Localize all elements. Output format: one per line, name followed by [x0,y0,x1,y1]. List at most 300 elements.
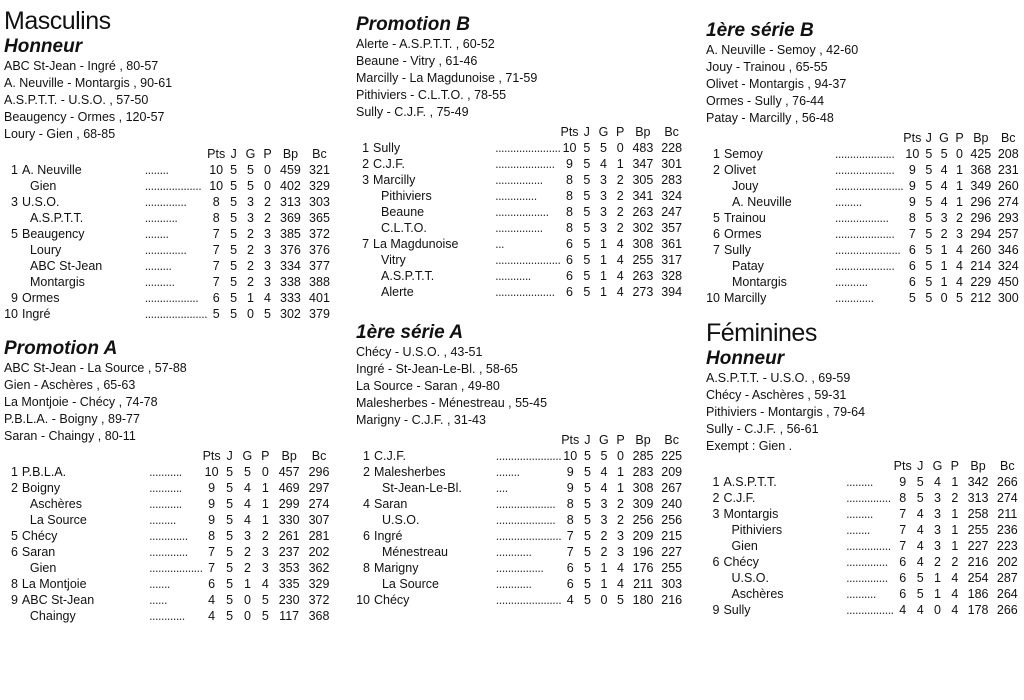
j-cell: 5 [916,587,924,601]
rank-cell [4,496,22,512]
j-cell: 5 [583,529,591,543]
p-cell: 1 [951,475,959,489]
bp-cell: 335 [278,577,300,591]
team-name-cell: C.J.F. [373,157,405,171]
match-result: Saran - Chaingy , 80-11 [4,429,136,443]
bp-cell: 333 [280,291,301,305]
g-cell: 3 [599,173,607,187]
column-header-j: J [917,459,924,473]
bc-cell: 362 [308,561,330,575]
table-row [356,188,686,204]
table-row [4,242,334,258]
team-name-cell: Chécy [373,593,410,607]
column-header-g: G [599,433,609,447]
rank-cell: 1 [363,449,370,463]
rank-cell: 1 [712,475,720,489]
dot-leader: ........ [144,227,169,241]
rank-cell [4,242,22,258]
table-row [4,226,334,242]
rank-cell: 8 [10,577,18,591]
table-row [4,480,334,496]
team-name-cell: Beaugency [21,227,85,241]
table-row [706,274,1022,290]
team-name-cell: Marcilly [723,291,767,305]
match-result: A.S.P.T.T. - U.S.O. , 69-59 [706,371,851,385]
p-cell: 2 [951,491,959,505]
header-spacer [706,131,724,146]
rank-cell [706,274,724,290]
bc-cell: 274 [997,195,1019,209]
bp-cell: 186 [967,587,989,601]
match-result: Alerte - A.S.P.T.T. , 60-52 [356,37,495,51]
j-cell: 5 [226,577,234,591]
bc-cell: 388 [309,275,330,289]
bc-cell: 274 [308,497,330,511]
standings-table [356,433,686,608]
dot-leader: .................. [495,205,549,219]
bc-cell: 329 [308,577,330,591]
j-cell: 5 [226,465,234,479]
pts-cell: 4 [566,593,574,607]
dot-leader: .................... [495,157,555,171]
g-cell: 2 [600,529,608,543]
bp-cell: 212 [970,291,992,305]
pts-cell: 9 [908,179,916,193]
rank-cell: 6 [712,555,720,569]
bc-cell: 379 [309,307,330,321]
p-cell: 1 [617,481,624,495]
team-name-cell: U.S.O. [21,195,60,209]
j-cell: 5 [583,269,591,283]
j-cell: 5 [583,141,591,155]
g-cell: 2 [600,545,608,559]
rank-cell: 1 [11,163,18,177]
rank-cell [356,576,374,592]
pts-cell: 9 [566,481,574,495]
column-header-bp: Bp [970,459,986,473]
match-result: Marcilly - La Magdunoise , 71-59 [356,71,538,85]
table-row [706,506,1022,522]
bc-cell: 236 [996,523,1018,537]
dot-leader: .................. [834,211,889,225]
rank-cell: 1 [10,465,18,479]
match-result: ABC St-Jean - La Source , 57-88 [4,361,187,375]
table-row [706,554,1022,570]
bp-cell: 402 [280,179,301,193]
rank-cell [706,258,724,274]
bc-cell: 357 [661,221,683,235]
dot-leader: .............. [846,571,888,585]
bc-cell: 223 [996,539,1018,553]
column-header-bp: Bp [281,449,297,463]
division-title-honneur-feminines: Honneur [706,348,785,369]
j-cell: 5 [583,205,591,219]
g-cell: 3 [934,507,941,521]
standings-header-row [356,125,686,140]
column-masculins [4,0,334,624]
pts-cell: 9 [208,513,216,527]
bp-cell: 334 [280,259,301,273]
j-cell: 4 [916,555,924,569]
dot-leader: ...................... [834,243,901,257]
match-result: Ingré - St-Jean-Le-Bl. , 58-65 [356,362,518,376]
rank-cell [356,188,373,204]
bp-cell: 305 [632,173,654,187]
bp-cell: 256 [632,513,654,527]
team-name-cell: Gien [29,561,57,575]
g-cell: 1 [940,259,948,273]
pts-cell: 8 [566,513,574,527]
bp-cell: 296 [970,211,992,225]
team-name-cell: La Magdunoise [373,237,459,251]
bc-cell: 450 [997,275,1019,289]
match-result: Loury - Gien , 68-85 [4,127,116,141]
p-cell: 3 [264,275,271,289]
j-cell: 4 [916,523,924,537]
bp-cell: 338 [280,275,301,289]
g-cell: 3 [600,497,608,511]
table-row [4,258,334,274]
team-name-cell: P.B.L.A. [21,465,67,479]
table-row [4,306,334,322]
results-list [706,370,1022,455]
j-cell: 5 [230,307,238,321]
pts-cell: 9 [566,157,573,171]
j-cell: 5 [230,179,238,193]
rank-cell: 7 [713,243,720,257]
division-title-promotion-b: Promotion B [356,14,470,35]
j-cell: 5 [583,189,591,203]
j-cell: 5 [226,609,234,623]
g-cell: 5 [243,465,251,479]
table-row [4,592,334,608]
bc-cell: 317 [661,253,683,267]
p-cell: 1 [951,507,959,521]
header-spacer [835,131,903,146]
bp-cell: 425 [970,147,992,161]
bc-cell: 372 [309,227,330,241]
g-cell: 3 [243,529,251,543]
bp-cell: 230 [278,593,300,607]
column-header-p: P [950,459,959,473]
j-cell: 5 [925,291,933,305]
table-row [706,162,1022,178]
column-header-bc: Bc [1000,459,1015,473]
column-header-p: P [955,131,964,145]
table-row [356,172,686,188]
p-cell: 3 [261,561,269,575]
j-cell: 5 [925,195,933,209]
table-row [4,464,334,480]
g-cell: 5 [247,163,254,177]
team-name-cell: Loury [29,243,62,257]
column-header-pts: Pts [202,449,221,463]
pts-cell: 5 [212,307,220,321]
j-cell: 5 [925,227,933,241]
column-header-j: J [226,449,233,463]
team-name-cell: A.S.P.T.T. [29,211,84,225]
j-cell: 5 [230,163,238,177]
column-header-pts: Pts [903,131,922,145]
column-header-pts: Pts [561,433,580,447]
j-cell: 5 [583,561,591,575]
pts-cell: 7 [208,545,216,559]
team-name-cell: Saran [373,497,408,511]
team-name-cell: Malesherbes [373,465,446,479]
team-name-cell: Trainou [723,211,766,225]
dot-leader: ...... [149,593,167,607]
bp-cell: 308 [632,481,654,495]
bc-cell: 297 [308,481,330,495]
bp-cell: 459 [280,163,301,177]
dot-leader: ............. [834,291,874,305]
p-cell: 5 [956,291,963,305]
dot-leader: ............. [149,545,188,559]
bp-cell: 309 [632,497,654,511]
pts-cell: 10 [563,449,578,463]
p-cell: 1 [261,497,269,511]
p-cell: 0 [617,449,624,463]
column-header-bc: Bc [311,449,327,463]
g-cell: 0 [247,307,254,321]
column-header-g: G [939,131,949,145]
pts-cell: 7 [212,227,220,241]
p-cell: 2 [261,529,269,543]
rank-cell: 10 [356,593,370,607]
bp-cell: 254 [967,571,989,585]
bp-cell: 376 [280,243,301,257]
pts-cell: 7 [899,539,907,553]
bp-cell: 313 [967,491,989,505]
p-cell: 5 [261,609,269,623]
j-cell: 5 [583,253,591,267]
pts-cell: 7 [566,529,574,543]
pts-cell: 7 [908,227,916,241]
bc-cell: 324 [661,189,683,203]
rank-cell [706,522,723,538]
team-name-cell: C.J.F. [373,449,406,463]
pts-cell: 9 [908,163,916,177]
dot-leader: ..................... [144,307,208,321]
bc-cell: 266 [996,603,1018,617]
dot-leader: ........... [149,481,182,495]
rank-cell [356,480,374,496]
g-cell: 4 [243,497,251,511]
table-row [4,576,334,592]
team-name-cell: Olivet [723,163,756,177]
header-spacer [149,449,203,464]
standings-table [706,459,1022,618]
bc-cell: 225 [661,449,683,463]
bc-cell: 215 [661,529,683,543]
pts-cell: 7 [208,561,216,575]
bp-cell: 263 [632,205,654,219]
bp-cell: 457 [278,465,300,479]
standings-table [356,125,686,300]
bc-cell: 256 [661,513,683,527]
g-cell: 3 [934,539,941,553]
p-cell: 1 [261,481,269,495]
bp-cell: 369 [280,211,301,225]
division-title-promotion-a: Promotion A [4,338,118,359]
pts-cell: 9 [208,481,216,495]
p-cell: 2 [616,173,624,187]
g-cell: 2 [247,275,254,289]
dot-leader: .......... [144,275,175,289]
table-row [706,602,1022,618]
p-cell: 2 [616,221,624,235]
match-result: A. Neuville - Montargis , 90-61 [4,76,173,90]
table-row [356,156,686,172]
team-name-cell: A. Neuville [21,163,82,177]
table-row [706,226,1022,242]
table-row [706,242,1022,258]
team-name-cell: Ormes [723,227,762,241]
bc-cell: 281 [308,529,330,543]
p-cell: 2 [617,497,624,511]
bc-cell: 228 [661,141,683,155]
results-list [356,36,686,121]
rank-cell: 5 [10,529,18,543]
match-result: Exempt : Gien . [706,439,793,453]
table-row [4,274,334,290]
p-cell: 1 [956,195,963,209]
bc-cell: 300 [997,291,1019,305]
p-cell: 1 [956,179,963,193]
team-name-cell: Montargis [29,275,85,289]
table-row [706,490,1022,506]
pts-cell: 10 [209,163,224,177]
rank-cell [706,178,724,194]
g-cell: 3 [599,221,607,235]
j-cell: 5 [226,513,234,527]
rank-cell: 9 [11,291,18,305]
g-cell: 2 [247,243,254,257]
bp-cell: 302 [280,307,301,321]
team-name-cell: ABC St-Jean [29,259,103,273]
j-cell: 5 [226,497,234,511]
standings-header-row [4,449,334,464]
team-name-cell: U.S.O. [731,571,769,585]
bc-cell: 209 [661,465,683,479]
pts-cell: 6 [212,291,220,305]
g-cell: 4 [243,513,251,527]
bc-cell: 303 [661,577,683,591]
team-name-cell: Beaune [381,205,425,219]
pts-cell: 7 [566,545,574,559]
dot-leader: .................. [149,561,203,575]
g-cell: 5 [940,147,948,161]
g-cell: 0 [934,603,941,617]
match-result: Pithiviers - Montargis , 79-64 [706,405,866,419]
bp-cell: 227 [967,539,989,553]
bc-cell: 372 [308,593,330,607]
bp-cell: 308 [632,237,654,251]
j-cell: 5 [230,243,238,257]
table-row [4,162,334,178]
bc-cell: 321 [309,163,330,177]
j-cell: 5 [230,195,238,209]
j-cell: 5 [226,481,234,495]
bc-cell: 394 [661,285,683,299]
p-cell: 2 [616,205,624,219]
table-row [4,560,334,576]
dot-leader: ........ [144,163,169,177]
pts-cell: 6 [208,577,216,591]
team-name-cell: La Source [381,577,439,591]
bp-cell: 255 [632,253,654,267]
table-row [706,194,1022,210]
bp-cell: 176 [632,561,654,575]
j-cell: 4 [916,507,924,521]
bp-cell: 237 [278,545,300,559]
bc-cell: 240 [661,497,683,511]
bp-cell: 180 [632,593,654,607]
dot-leader: ................... [144,179,202,193]
g-cell: 3 [940,211,948,225]
dot-leader: ........ [846,523,870,537]
table-row [706,570,1022,586]
results-list [4,58,334,143]
p-cell: 4 [951,571,959,585]
team-name-cell: Ingré [373,529,403,543]
table-row [706,538,1022,554]
p-cell: 4 [616,269,624,283]
rank-cell: 6 [363,529,370,543]
match-result: Malesherbes - Ménestreau , 55-45 [356,396,548,410]
p-cell: 3 [617,529,624,543]
bp-cell: 283 [632,465,654,479]
g-cell: 1 [940,275,948,289]
pts-cell: 8 [566,221,573,235]
rank-cell: 2 [363,465,370,479]
rank-cell [4,258,22,274]
p-cell: 1 [261,513,269,527]
bc-cell: 301 [661,157,683,171]
dot-leader: .................. [144,291,199,305]
bp-cell: 385 [280,227,301,241]
header-spacer [495,125,560,140]
team-name-cell: Patay [731,259,764,273]
rank-cell: 10 [706,291,720,305]
bc-cell: 293 [997,211,1019,225]
g-cell: 4 [934,475,941,489]
match-result: A.S.P.T.T. - U.S.O. , 57-50 [4,93,149,107]
rank-cell: 9 [712,603,720,617]
bp-cell: 214 [970,259,992,273]
p-cell: 1 [956,163,963,177]
pts-cell: 4 [899,603,907,617]
dot-leader: ................ [495,561,544,575]
bc-cell: 202 [308,545,330,559]
bp-cell: 347 [632,157,654,171]
j-cell: 5 [583,545,591,559]
p-cell: 0 [264,179,271,193]
column-header-j: J [583,125,590,139]
team-name-cell: C.J.F. [723,491,756,505]
g-cell: 2 [243,561,251,575]
pts-cell: 8 [566,205,573,219]
p-cell: 2 [616,189,624,203]
match-result: Chécy - U.S.O. , 43-51 [356,345,483,359]
bc-cell: 324 [997,259,1019,273]
dot-leader: .................... [834,163,895,177]
bp-cell: 341 [632,189,654,203]
p-cell: 3 [264,259,271,273]
rank-cell [706,194,724,210]
g-cell: 3 [599,189,607,203]
dot-leader: ... [495,237,505,251]
